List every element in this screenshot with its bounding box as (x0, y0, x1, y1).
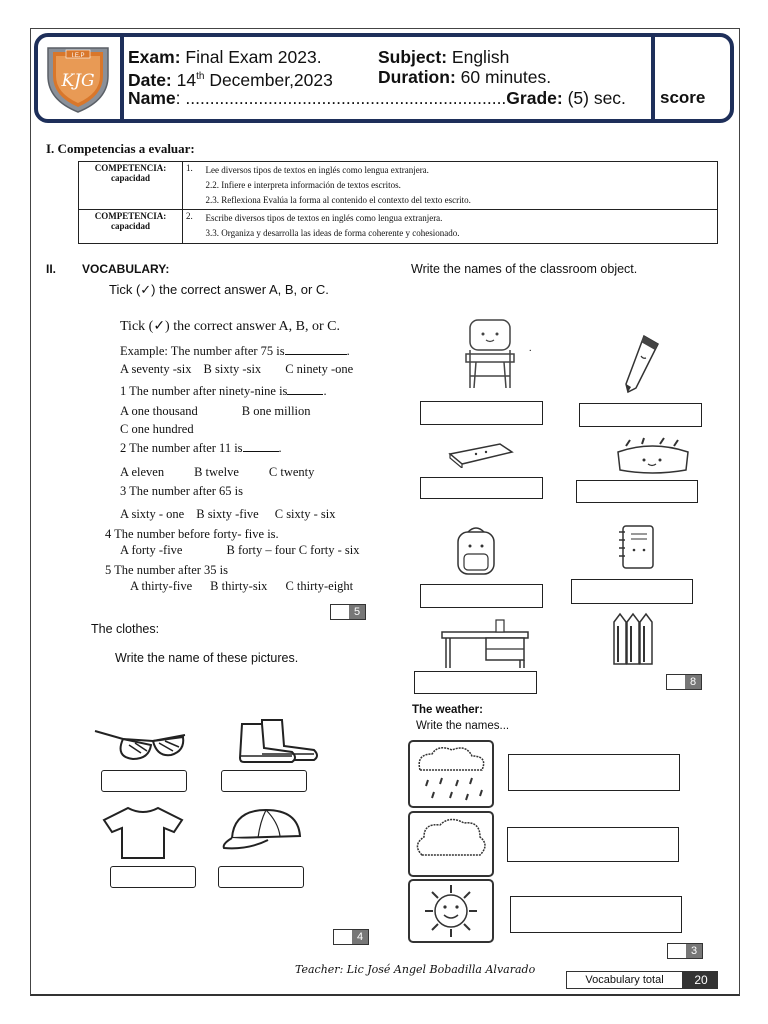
competency-row (79, 162, 718, 210)
question-3: 3 The number after 65 is (120, 484, 243, 498)
question-3-options: A sixty - one B sixty -five C sixty - six (120, 507, 336, 521)
notebook-icon (617, 524, 657, 570)
vocabulary-total-box (566, 971, 718, 989)
tick-instruction: Tick (✓) the correct answer A, B, or C. (109, 282, 329, 297)
score-label: score (660, 88, 706, 107)
competency-text: Escribe diversos tipos de textos en inglés como lengua extranjera. 3.3. Organiza y desarrolla las ideas de forma coherente y cohesionado. (203, 210, 718, 244)
backpack-icon (452, 524, 500, 576)
cap-answer-box[interactable] (218, 866, 304, 888)
name-line: Name: ..................................................................Grade: (5) sec. (128, 88, 626, 108)
duration-line: Duration: 60 minutes. (378, 67, 552, 87)
eraser-answer-box[interactable] (420, 477, 543, 499)
rainy-cloud-icon (408, 740, 494, 808)
answer-blank (285, 354, 347, 355)
clothes-score-box: 4 (333, 929, 369, 945)
desk-icon (440, 618, 530, 670)
boots-answer-box[interactable] (221, 770, 307, 792)
question-1: 1 The number after ninety-nine is . (120, 384, 327, 398)
competency-num: 1. (183, 162, 203, 210)
stray-mark: . (529, 343, 532, 354)
question-5: 5 The number after 35 is (105, 563, 228, 577)
backpack-answer-box[interactable] (420, 584, 543, 608)
section-1-title: I. Competencias a evaluar: (46, 141, 195, 156)
competencies-table (78, 161, 718, 244)
chair-answer-box[interactable] (420, 401, 543, 425)
classroom-instruction: Write the names of the classroom object. (411, 262, 638, 276)
classroom-score-box: 8 (666, 674, 702, 690)
clothes-title: The clothes: (91, 622, 160, 636)
question-4-options: A forty -five B forty – four C forty - six (120, 543, 360, 557)
cloudy-answer-box[interactable] (507, 827, 679, 862)
question-5-options: A thirty-five B thirty-six C thirty-eight (130, 579, 354, 593)
notebook-answer-box[interactable] (571, 579, 693, 604)
competency-label: COMPETENCIA: capacidad (79, 210, 183, 244)
date-line: Date: 14th December,2023 (128, 69, 333, 90)
cloudy-icon (408, 811, 494, 877)
header-divider (120, 37, 124, 119)
pencil-case-icon (612, 436, 694, 476)
answer-blank (243, 451, 279, 452)
sunglasses-answer-box[interactable] (101, 770, 187, 792)
colored-pencils-icon (608, 612, 658, 668)
exam-line: Exam: Final Exam 2023. (128, 47, 322, 67)
clothes-instruction: Write the name of these pictures. (115, 651, 299, 665)
vocabulary-total-value: 20 (685, 972, 717, 988)
weather-title: The weather: (412, 704, 483, 716)
question-4: 4 The number before forty- five is. (105, 527, 279, 541)
example-options: A seventy -six B sixty -six C ninety -one (120, 362, 354, 376)
section-2-title: VOCABULARY: (82, 262, 170, 276)
eraser-icon (446, 440, 516, 468)
tick-instruction-2: Tick (✓) the correct answer A, B, or C. (120, 319, 341, 334)
section-2-numeral: II. (46, 262, 57, 276)
answer-blank (287, 394, 323, 395)
competency-num: 2. (183, 210, 203, 244)
question-2-options: A eleven B twelve C twenty (120, 465, 315, 479)
weather-instruction: Write the names... (416, 720, 510, 732)
chair-icon (458, 316, 522, 390)
exam-header (34, 33, 734, 123)
teacher-signature: Teacher: Lic José Angel Bobadilla Alvarado (295, 963, 536, 976)
header-divider (651, 37, 655, 119)
pencil-answer-box[interactable] (579, 403, 702, 427)
competency-label: COMPETENCIA: capacidad (79, 162, 183, 210)
question-1-option-c: C one hundred (120, 422, 194, 436)
competency-text: Lee diversos tipos de textos en inglés como lengua extranjera. 2.2. Infiere e interpreta información de textos escritos. 2.3. Reflexiona Evalúa la forma al contenido el contexto del texto escrito. (203, 162, 718, 210)
example-question: Example: The number after 75 is . (120, 344, 350, 358)
logo-letters: KJG (61, 71, 95, 91)
logo-banner: I.E.P (71, 53, 85, 59)
competency-row (79, 210, 718, 244)
sunny-icon (408, 879, 494, 943)
sunny-answer-box[interactable] (510, 896, 682, 933)
tshirt-answer-box[interactable] (110, 866, 196, 888)
question-1-options: A one thousand B one million (120, 404, 311, 418)
pencil-case-answer-box[interactable] (576, 480, 698, 503)
weather-score-box: 3 (667, 943, 703, 959)
vocabulary-total-label: Vocabulary total (567, 972, 685, 988)
question-2: 2 The number after 11 is . (120, 441, 282, 455)
school-shield-logo (42, 42, 114, 114)
pencil-icon (622, 332, 662, 396)
subject-line: Subject: English (378, 47, 510, 67)
rainy-answer-box[interactable] (508, 754, 680, 791)
tshirt-icon (100, 804, 186, 860)
desk-answer-box[interactable] (414, 671, 537, 694)
numbers-score-box: 5 (330, 604, 366, 620)
cap-icon (218, 804, 310, 854)
sunglasses-icon (93, 723, 189, 763)
boots-icon (222, 716, 322, 764)
